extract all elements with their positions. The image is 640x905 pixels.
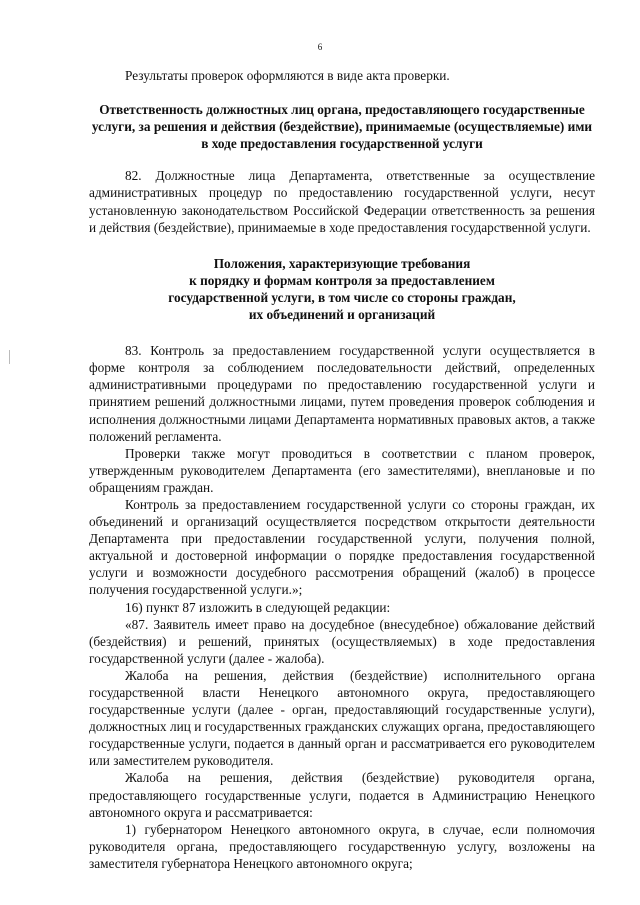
paragraph-inspection-results: Результаты проверок оформляются в виде акта проверки. bbox=[125, 68, 450, 83]
heading-control-requirements bbox=[89, 255, 595, 323]
document-body bbox=[89, 67, 595, 872]
paragraph-governor: 1) губернатором Ненецкого автономного округа, в случае, если полномочия руководителя органа, предоставляющего государственную услугу, возложены на заместителя губернатора Ненецкого автономного округа; bbox=[89, 821, 595, 871]
heading-control-line-3: государственной услуги, в том числе со стороны граждан, bbox=[168, 289, 516, 305]
scan-margin-mark bbox=[9, 350, 10, 364]
paragraph-83: 83. Контроль за предоставлением государственной услуги осуществляется в форме контроля за соблюдением последовательности действий, определенных административными процедурами по предоставлению государственной услуги и принятием решений должностными лицами, путем проведения проверок соблюдения и исполнения должностными лицами Департамента нормативных правовых актов, а также положений регламента. bbox=[89, 343, 595, 444]
paragraph-87: «87. Заявитель имеет право на досудебное (внесудебное) обжалование действий (бездействия) и решений, принятых (осуществляемых) в ходе предоставления государственной услуги (далее - жалоба). bbox=[89, 616, 595, 666]
heading-control-line-2: к порядку и формам контроля за предоставлением bbox=[189, 272, 495, 288]
paragraph-inspections-plan: Проверки также могут проводиться в соответствии с планом проверок, утвержденным руководителем Департамента (его заместителями), внеплановые и по обращениям граждан. bbox=[89, 445, 595, 495]
page-number: 6 bbox=[317, 42, 323, 52]
heading-responsibility: Ответственность должностных лиц органа, предоставляющего государственные услуги, за решения и действия (бездействие), принимаемые (осуществляемые) ими в ходе предоставления государственной услуги bbox=[91, 102, 593, 152]
heading-control-line-1: Положения, характеризующие требования bbox=[213, 255, 471, 271]
paragraph-complaint-executive-body: Жалоба на решения, действия (бездействие) исполнительного органа государственной власти Ненецкого автономного округа, предоставляющего государственные услуги (далее - орган, предоставляющий государственные услуги), должностных лиц и государственных гражданских служащих органа, предоставляющего государственные услуги, подается в данный орган и рассматривается его руководителем или заместителем руководителя. bbox=[89, 667, 595, 769]
paragraph-82: 82. Должностные лица Департамента, ответственные за осуществление административных процедур по предоставлению государственной услуги, несут установленную законодательством Российской Федерации ответственность за решения и действия (бездействие), принимаемые в ходе предоставления государственной услуги. bbox=[89, 168, 595, 235]
paragraph-public-control: Контроль за предоставлением государственной услуги со стороны граждан, их объединений и организаций осуществляется посредством открытости деятельности Департамента при предоставлении государственной услуги, получения полной, актуальной и достоверной информации о порядке предоставления государственной услуги и возможности досудебного рассмотрения обращений (жалоб) в процессе получения государственной услуги.»; bbox=[89, 496, 595, 598]
heading-control-line-4: их объединений и организаций bbox=[248, 307, 436, 323]
paragraph-complaint-head: Жалоба на решения, действия (бездействие) руководителя органа, предоставляющего государственные услуги, подается в Администрацию Ненецкого автономного округа и рассматривается: bbox=[89, 770, 595, 820]
paragraph-item-16: 16) пункт 87 изложить в следующей редакции: bbox=[125, 599, 391, 615]
